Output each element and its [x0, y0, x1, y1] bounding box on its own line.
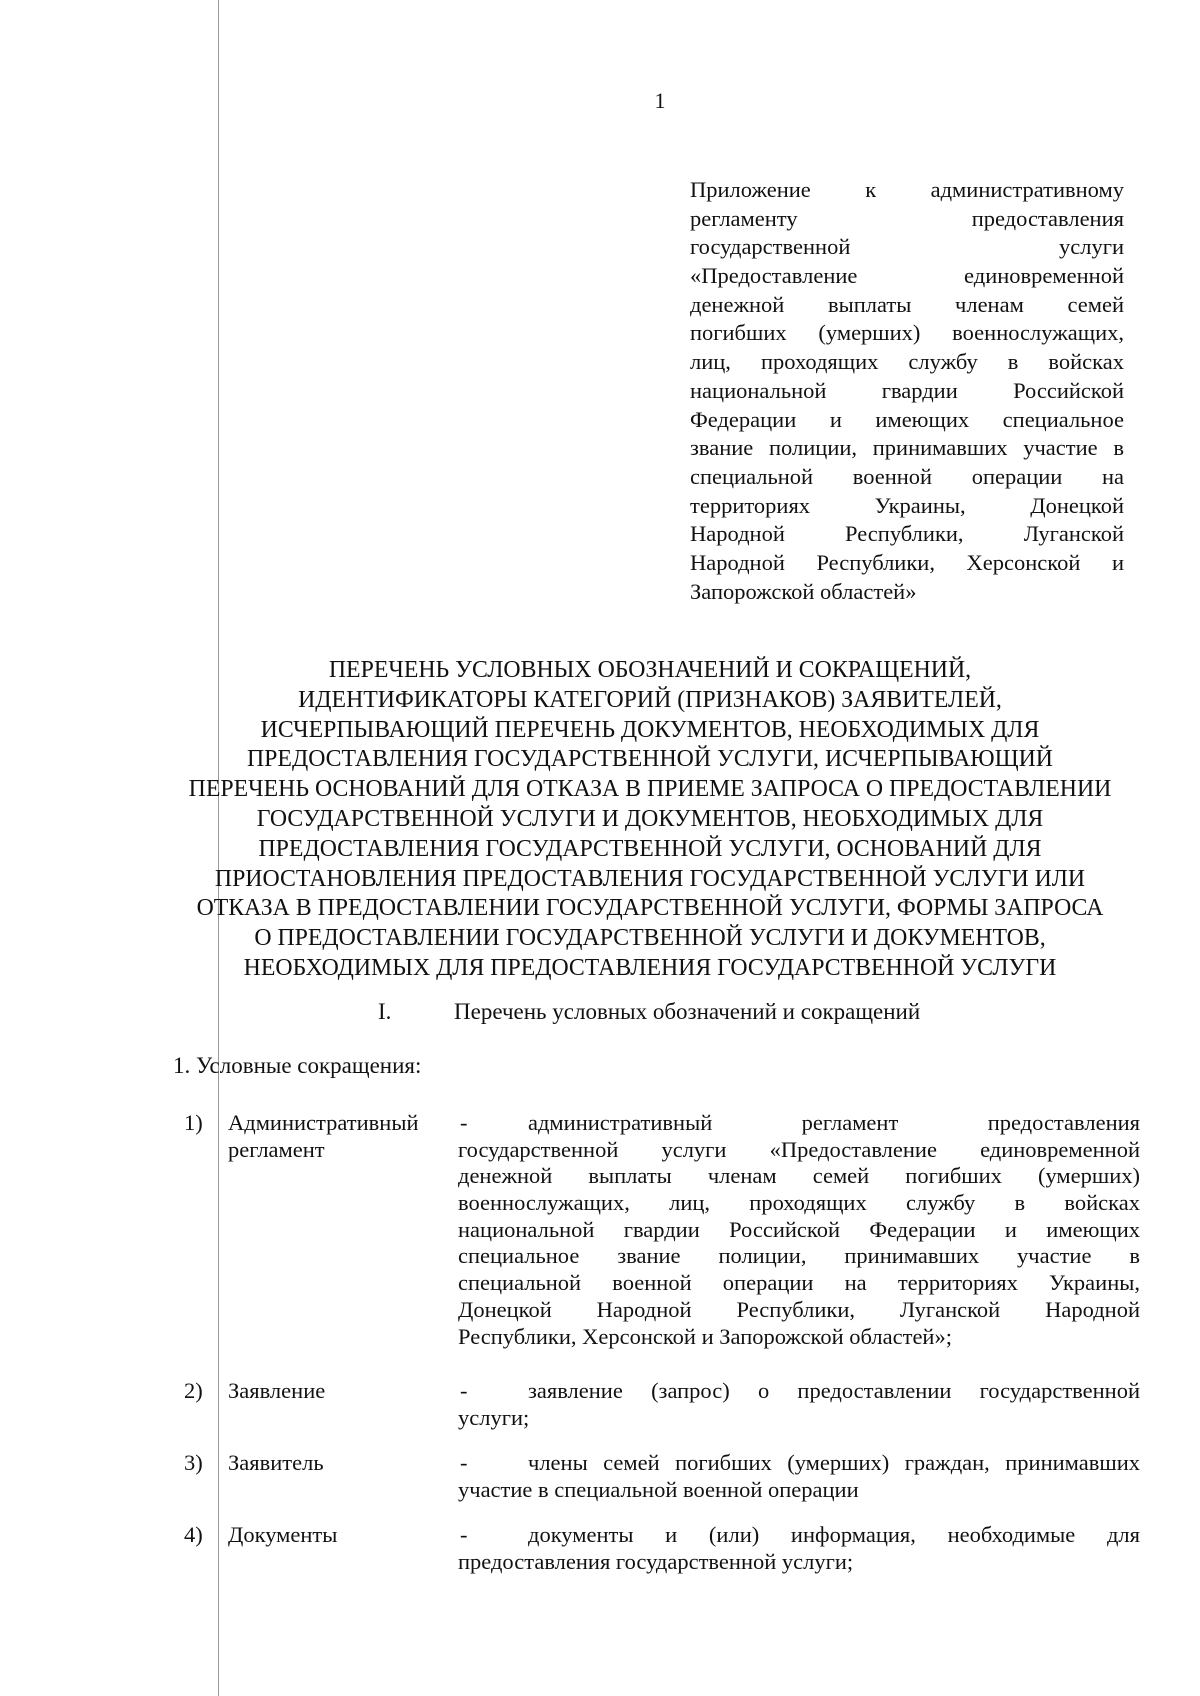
item-number: 4)	[184, 1522, 203, 1547]
title-line: ПЕРЕЧЕНЬ УСЛОВНЫХ ОБОЗНАЧЕНИЙ И СОКРАЩЕНИЙ,	[328, 657, 972, 683]
item-term	[228, 1378, 453, 1405]
term-line: Заявление	[228, 1378, 326, 1403]
definition-line: специальной военной операции на территориях Украины,	[458, 1270, 1140, 1296]
document-title	[170, 656, 1130, 984]
title-line: ПРЕДОСТАВЛЕНИЯ ГОСУДАРСТВЕННОЙ УСЛУГИ, ИСЧЕРПЫВАЮЩИЙ	[247, 746, 1053, 773]
term-line: Документы	[228, 1522, 338, 1547]
title-line: ПЕРЕЧЕНЬ ОСНОВАНИЙ ДЛЯ ОТКАЗА В ПРИЕМЕ ЗАПРОСА О ПРЕДОСТАВЛЕНИИ	[188, 776, 1112, 803]
item-definition	[458, 1110, 1140, 1350]
section-number: I.	[378, 999, 392, 1024]
appendix-line: Федерации и имеющих специальное	[690, 406, 1124, 432]
item-number: 1)	[184, 1110, 203, 1135]
item-definition	[458, 1450, 1140, 1503]
item-number: 3)	[184, 1450, 203, 1475]
definition-line: денежной выплаты членам семей погибших (умерших)	[458, 1163, 1140, 1189]
title-line: ИДЕНТИФИКАТОРЫ КАТЕГОРИЙ (ПРИЗНАКОВ) ЗАЯВИТЕЛЕЙ,	[298, 686, 1002, 713]
appendix-line: Народной Республики, Херсонской и	[690, 549, 1124, 575]
definition-line: члены семей погибших (умерших) граждан, принимавших	[528, 1450, 1140, 1475]
term-line: Административный	[228, 1110, 419, 1135]
page-number: 1	[654, 88, 666, 113]
item-dash: -	[460, 1378, 468, 1403]
term-line: Заявитель	[228, 1450, 324, 1475]
item-term	[228, 1450, 453, 1477]
appendix-line: специальной военной операции на	[690, 463, 1124, 489]
appendix-line: регламенту предоставления	[690, 205, 1124, 231]
definition-line: административный регламент предоставления	[528, 1110, 1140, 1135]
appendix-line: Народной Республики, Луганской	[690, 521, 1124, 547]
definition-line: специальное звание полиции, принимавших участие в	[458, 1243, 1140, 1269]
definition-line: услуги;	[458, 1404, 530, 1430]
item-definition	[458, 1378, 1140, 1431]
item-definition	[458, 1522, 1140, 1575]
title-line: НЕОБХОДИМЫХ ДЛЯ ПРЕДОСТАВЛЕНИЯ ГОСУДАРСТВЕННОЙ УСЛУГИ	[243, 954, 1057, 981]
appendix-line: «Предоставление единовременной	[690, 263, 1124, 289]
title-line: ГОСУДАРСТВЕННОЙ УСЛУГИ И ДОКУМЕНТОВ, НЕОБХОДИМЫХ ДЛЯ	[256, 805, 1044, 832]
title-line: ПРЕДОСТАВЛЕНИЯ ГОСУДАРСТВЕННОЙ УСЛУГИ, ОСНОВАНИЙ ДЛЯ	[258, 835, 1042, 862]
appendix-line: звание полиции, принимавших участие в	[690, 435, 1124, 461]
item-number: 2)	[184, 1378, 203, 1403]
item-term	[228, 1522, 453, 1549]
item-dash: -	[460, 1522, 468, 1547]
definition-line: предоставления государственной услуги;	[458, 1548, 854, 1574]
appendix-line: Приложение к административному	[690, 177, 1124, 202]
title-line: О ПРЕДОСТАВЛЕНИИ ГОСУДАРСТВЕННОЙ УСЛУГИ И ДОКУМЕНТОВ,	[254, 925, 1046, 952]
definition-line: государственной услуги «Предоставление единовременной	[458, 1136, 1140, 1162]
appendix-line: Запорожской областей»	[690, 578, 917, 604]
term-line: регламент	[228, 1136, 325, 1162]
appendix-line: лиц, проходящих службу в войсках	[690, 349, 1124, 375]
definition-line: участие в специальной военной операции	[458, 1476, 859, 1502]
title-line: ПРИОСТАНОВЛЕНИЯ ПРЕДОСТАВЛЕНИЯ ГОСУДАРСТВЕННОЙ УСЛУГИ ИЛИ	[214, 865, 1086, 892]
title-line: ИСЧЕРПЫВАЮЩИЙ ПЕРЕЧЕНЬ ДОКУМЕНТОВ, НЕОБХОДИМЫХ ДЛЯ	[260, 716, 1040, 743]
abbreviations-intro: 1. Условные сокращения:	[173, 1053, 422, 1078]
appendix-line: денежной выплаты членам семей	[690, 291, 1124, 317]
appendix-note	[690, 176, 1124, 606]
definition-line: документы и (или) информация, необходимые для	[528, 1522, 1140, 1547]
definition-line: заявление (запрос) о предоставлении государственной	[528, 1378, 1140, 1403]
definition-line: военнослужащих, лиц, проходящих службу в войсках	[458, 1190, 1140, 1216]
item-dash: -	[460, 1110, 468, 1135]
definition-line: национальной гвардии Российской Федерации и имеющих	[458, 1216, 1140, 1242]
appendix-line: национальной гвардии Российской	[690, 377, 1124, 403]
item-term	[228, 1110, 453, 1163]
appendix-line: территориях Украины, Донецкой	[690, 492, 1124, 518]
appendix-line: погибших (умерших) военнослужащих,	[690, 320, 1124, 346]
definition-line: Донецкой Народной Республики, Луганской Народной	[458, 1296, 1140, 1322]
appendix-line: государственной услуги	[690, 234, 1124, 260]
item-dash: -	[460, 1450, 468, 1475]
definition-line: Республики, Херсонской и Запорожской областей»;	[458, 1323, 952, 1349]
section-title: Перечень условных обозначений и сокращений	[454, 999, 921, 1024]
title-line: ОТКАЗА В ПРЕДОСТАВЛЕНИИ ГОСУДАРСТВЕННОЙ УСЛУГИ, ФОРМЫ ЗАПРОСА	[196, 895, 1104, 922]
